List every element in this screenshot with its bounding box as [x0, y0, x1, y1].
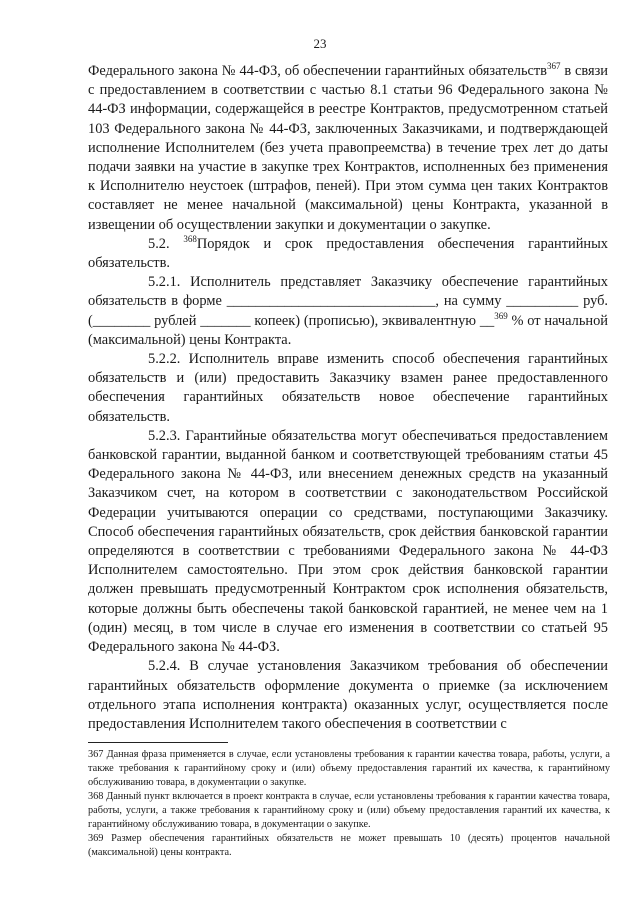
footnote-369: 369 Размер обеспечения гарантийных обязательств не может превышать 10 (десять) процентов начальной (максимальной) цены контракта. [88, 833, 610, 858]
footnote-ref: 369 [494, 310, 508, 321]
paragraph-text: % от начальной (максимальной) цены Контракта. [88, 312, 608, 348]
section-5-2-2: 5.2.2. Исполнитель вправе изменить способ обеспечения гарантийных обязательств и (или) предоставить Заказчику взамен ранее предоставленного обеспечения гарантийных обязательств новое обеспечение гарантийных обязательств. [88, 351, 608, 425]
section-heading: Порядок и срок предоставления обеспечения гарантийных обязательств. [88, 235, 608, 272]
footnote-separator [88, 742, 228, 743]
blank-field: __ [479, 312, 495, 329]
paragraph-text: в связи с предоставлением в соответствии с частью 8.1 статьи 96 Федерального закона № 44-ФЗ информации, содержащейся в реестре Контрактов, предусмотренном статьей 103 Федерального закона № 44-ФЗ, заключенных Заказчиками, и подтверждающей исполнение Исполнителем (без учета правопреемства) в течение трех лет до даты подачи заявки на участие в закупке трех Контрактов, исполненных без применения к Исполнителю неустоек (штрафов, пеней). При этом сумма цен таких Контрактов составляет не менее начальной (максимальной) цены Контракта, указанной в извещении об осуществлении закупки и документации о закупке. [88, 63, 608, 233]
blank-field: _____________________________ [226, 293, 436, 310]
footnote-ref: 368 [183, 234, 197, 245]
blank-field: ________ [92, 312, 151, 329]
paragraph-continuation [88, 62, 608, 235]
blank-field: __________ [506, 293, 579, 310]
paragraph-text: рублей [154, 312, 197, 329]
footnote-ref: 367 [546, 61, 561, 72]
document-body [88, 62, 608, 734]
section-5-2-3: 5.2.3. Гарантийные обязательства могут обеспечиваться предоставлением банковской гарантии, выданной банком и соответствующей требованиям статьи 45 Федерального закона № 44-ФЗ, или внесением денежных средств на указанный Заказчиком счет, на котором в соответствии с законодательством Российской Федерации учитываются операции со средствами, поступающими Заказчику. Способ обеспечения гарантийных обязательств, срок действия банковской гарантии определяются в соответствии с требованиями Федерального закона № 44-ФЗ Исполнителем самостоятельно. При этом срок действия банковской гарантии должен превышать предусмотренный Контрактом срок исполнения обязательств, которые должны быть обеспечены такой банковской гарантией, не менее чем на 1 (один) месяц, в том числе в случае его изменения в соответствии со статьей 95 Федерального закона № 44-ФЗ. [88, 427, 608, 656]
section-number: 5.2. [148, 235, 184, 252]
section-5-2 [88, 235, 608, 273]
footnote-368: 368 Данный пункт включается в проект контракта в случае, если установлены требования к гарантии качества товара, работы, услуги, а также требования к гарантийному сроку и (или) объему предоставления гарантий их качества, к гарантийному обслуживанию товара, в документации о закупке. [88, 791, 610, 830]
paragraph-text: 5.2.1. Исполнитель представляет Заказчику обеспечение гарантийных обязательств в форме [88, 274, 608, 310]
paragraph-text: Федерального закона № 44-ФЗ, об обеспечении гарантийных обязательств [88, 63, 547, 79]
page-number: 23 [313, 36, 327, 51]
paragraph-text: копеек) (прописью), эквивалентную [254, 312, 477, 329]
footnotes [88, 748, 610, 860]
paragraph-text: руб. ( [88, 293, 608, 329]
paragraph-text: , на сумму [435, 293, 502, 310]
section-5-2-1 [88, 273, 608, 350]
footnote-367: 367 Данная фраза применяется в случае, если установлены требования к гарантии качества товара, работы, услуги, а также требования к гарантийному сроку и (или) объему предоставления гарантий их качества, к гарантийному обслуживанию товара, в документации о закупке. [88, 749, 610, 788]
blank-field: _______ [200, 312, 251, 329]
section-5-2-4: 5.2.4. В случае установления Заказчиком требования об обеспечении гарантийных обязательств оформление документа о приемке (за исключением отдельного этапа исполнения контракта) оказанных услуг, осуществляется после предоставления Исполнителем такого обеспечения в соответствии с [88, 658, 608, 732]
